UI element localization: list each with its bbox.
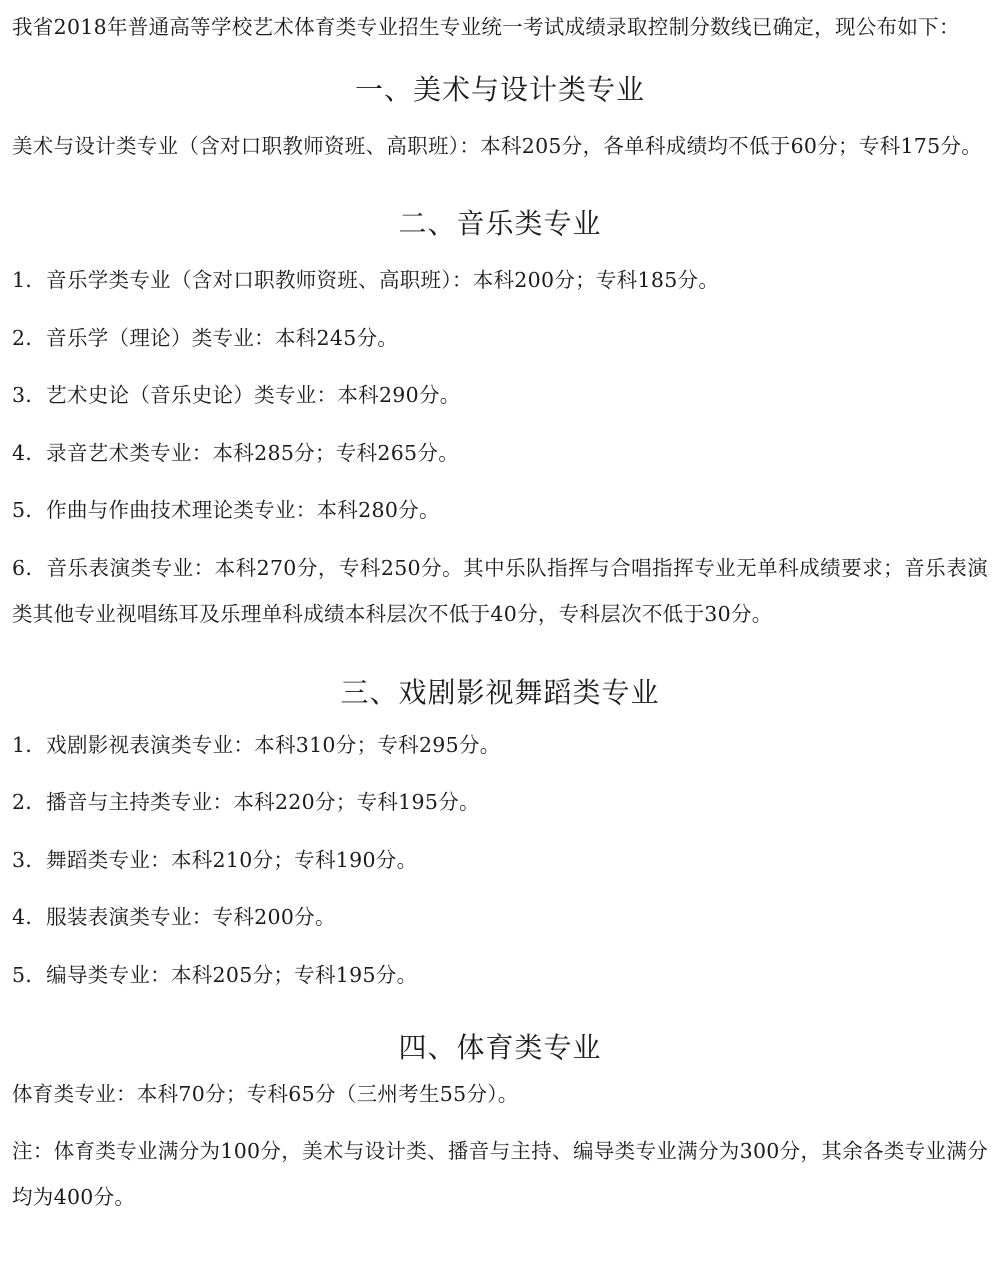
section-music bbox=[0, 204, 1000, 637]
intro-paragraph: 我省2018年普通高等学校艺术体育类专业招生专业统一考试成绩录取控制分数线已确定，现公布如下： bbox=[12, 15, 960, 39]
section-heading-music: 二、音乐类专业 bbox=[398, 207, 602, 240]
section-heading-art-design: 一、美术与设计类专业 bbox=[354, 73, 645, 106]
music-item-5: 5．作曲与作曲技术理论类专业：本科280分。 bbox=[12, 498, 440, 522]
music-item-1: 1．音乐学类专业（含对口职教师资班、高职班）：本科200分；专科185分。 bbox=[12, 268, 720, 292]
section-sports bbox=[0, 1028, 1000, 1221]
section-drama-film-dance bbox=[0, 673, 1000, 998]
section-heading-sports: 四、体育类专业 bbox=[398, 1030, 602, 1064]
section-art-design bbox=[0, 70, 1000, 169]
music-item-6: 6．音乐表演类专业：本科270分，专科250分。其中乐队指挥与合唱指挥专业无单科成绩要求；音乐表演类其他专业视唱练耳及乐理单科成绩本科层次不低于40分，专科层次不低于30分。 bbox=[12, 555, 988, 626]
sports-item: 体育类专业：本科70分；专科65分（三州考生55分）。 bbox=[12, 1081, 519, 1106]
music-item-2: 2．音乐学（理论）类专业：本科245分。 bbox=[12, 325, 399, 350]
drama-item-4: 4．服装表演类专业：专科200分。 bbox=[12, 905, 336, 929]
drama-item-5: 5．编导类专业：本科205分；专科195分。 bbox=[12, 962, 418, 987]
art-design-item: 美术与设计类专业（含对口职教师资班、高职班）：本科205分，各单科成绩均不低于60分；专科175分。 bbox=[12, 134, 983, 158]
section-heading-drama-film-dance: 三、戏剧影视舞蹈类专业 bbox=[340, 675, 660, 709]
music-item-4: 4．录音艺术类专业：本科285分；专科265分。 bbox=[12, 440, 459, 465]
drama-item-2: 2．播音与主持类专业：本科220分；专科195分。 bbox=[12, 790, 480, 814]
drama-item-1: 1．戏剧影视表演类专业：本科310分；专科295分。 bbox=[12, 732, 501, 757]
music-item-3: 3．艺术史论（音乐史论）类专业：本科290分。 bbox=[12, 383, 461, 407]
note-paragraph: 注：体育类专业满分为100分，美术与设计类、播音与主持、编导类专业满分为300分，其余各类专业满分均为400分。 bbox=[12, 1139, 988, 1209]
drama-item-3: 3．舞蹈类专业：本科210分；专科190分。 bbox=[12, 847, 418, 872]
